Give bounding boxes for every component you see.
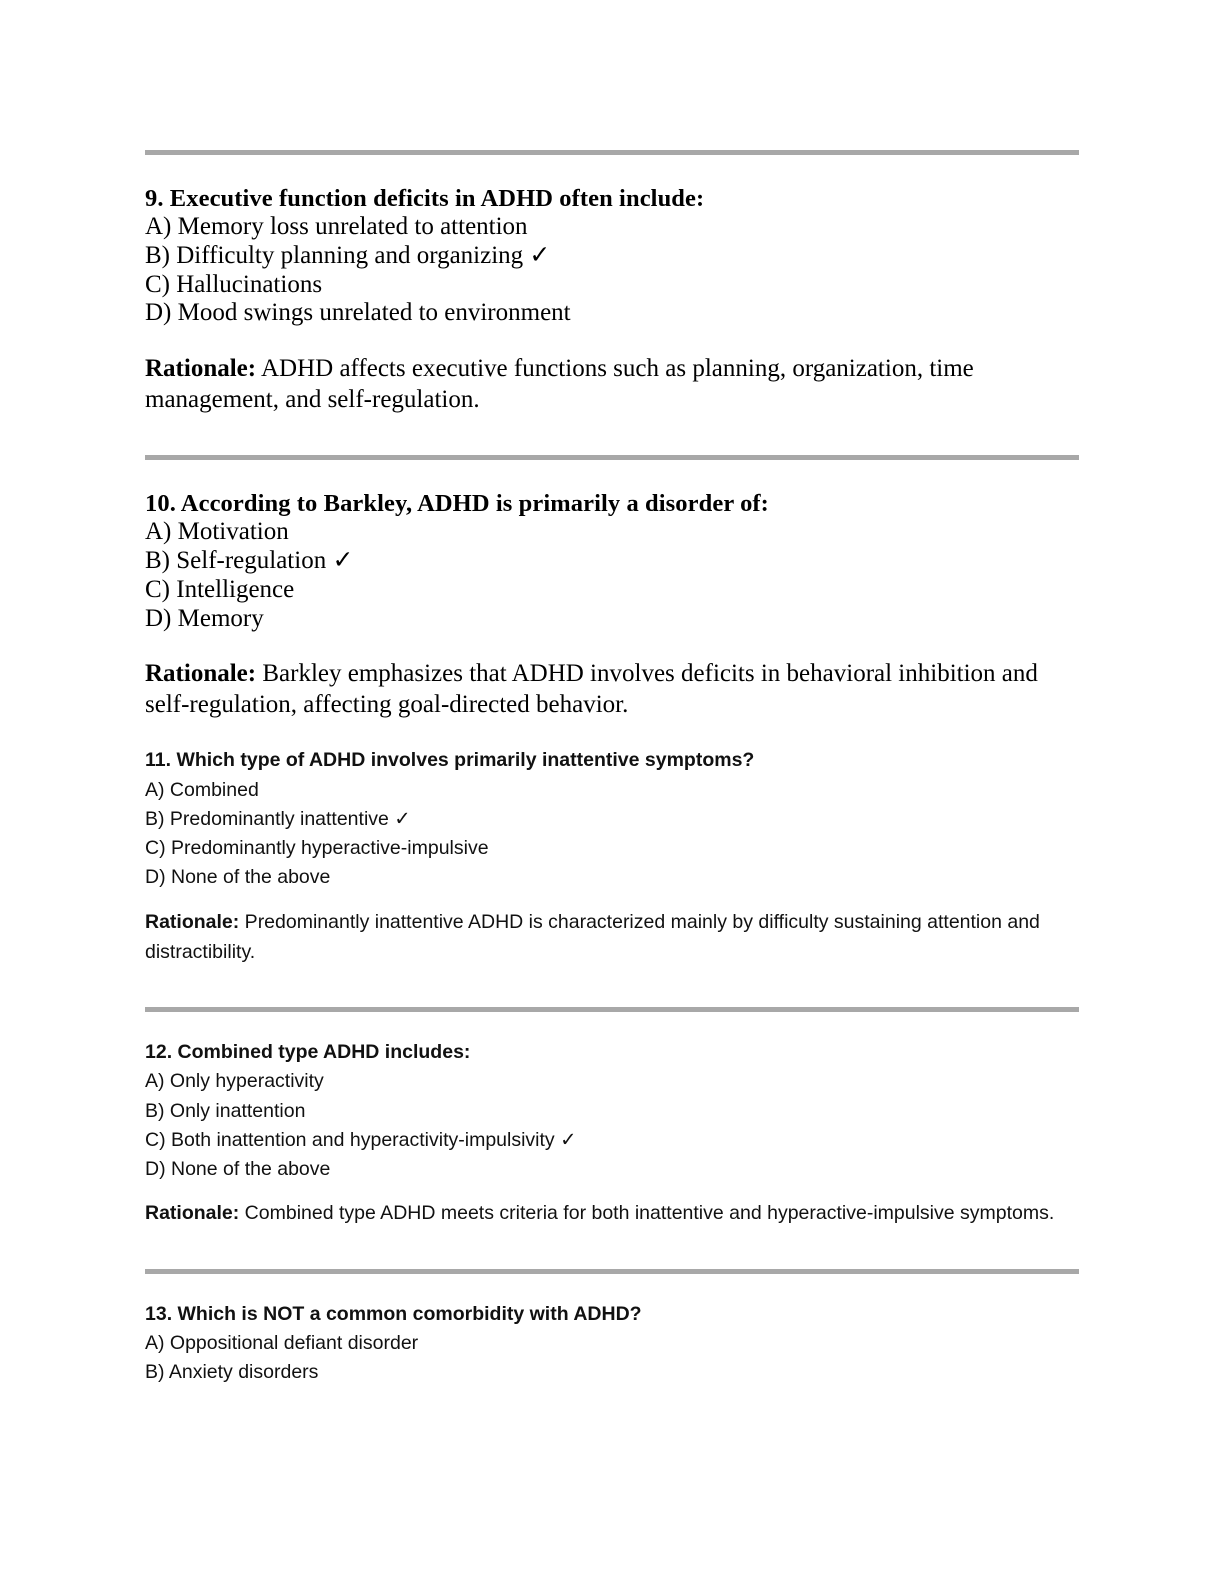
option-row[interactable]: D) None of the above — [145, 1158, 331, 1181]
option-row[interactable]: B) Predominantly inattentive ✓ — [145, 807, 411, 830]
option-row[interactable]: A) Memory loss unrelated to attention — [145, 213, 528, 241]
question-title-9: 9. Executive function deficits in ADHD often include: — [145, 185, 705, 212]
option-row[interactable]: C) Intelligence — [145, 575, 295, 603]
option-row[interactable]: D) Mood swings unrelated to environment — [145, 299, 571, 327]
question-block-13 — [145, 1300, 1079, 1388]
option-row[interactable]: D) None of the above — [145, 866, 331, 889]
option-row[interactable]: C) Both inattention and hyperactivity-impulsivity ✓ — [145, 1128, 577, 1151]
question-title-10: 10. According to Barkley, ADHD is primarily a disorder of: — [145, 490, 769, 518]
option-row[interactable]: B) Only inattention — [145, 1099, 306, 1122]
question-block-9 — [145, 185, 1079, 415]
question-block-11 — [145, 746, 1079, 967]
option-row[interactable]: C) Hallucinations — [145, 270, 323, 298]
spacer — [145, 460, 1079, 490]
option-row[interactable]: A) Oppositional defiant disorder — [145, 1331, 419, 1354]
spacer — [145, 633, 1079, 659]
spacer — [145, 720, 1079, 746]
rationale-9 — [145, 354, 1079, 415]
option-row[interactable]: B) Difficulty planning and organizing ✓ — [145, 241, 551, 269]
rationale-10 — [145, 659, 1079, 720]
rationale-text: Barkley emphasizes that ADHD involves deficits in behavioral inhibition and self-regulation, affecting goal-directed behavior. — [145, 660, 1045, 718]
rationale-text: ADHD affects executive functions such as planning, organization, time management, and self-regulation. — [145, 355, 980, 413]
spacer — [145, 1184, 1079, 1198]
rationale-text: Predominantly inattentive ADHD is characterized mainly by difficulty sustaining attention and distractibility. — [145, 910, 1046, 963]
spacer — [145, 328, 1079, 354]
spacer — [145, 155, 1079, 185]
question-title-12: 12. Combined type ADHD includes: — [145, 1041, 471, 1064]
rationale-text: Combined type ADHD meets criteria for both inattentive and hyperactive-impulsive symptoms. — [239, 1202, 1055, 1225]
question-title-13: 13. Which is NOT a common comorbidity with ADHD? — [145, 1302, 642, 1325]
rationale-label: Rationale: — [145, 355, 257, 383]
spacer — [145, 1229, 1079, 1269]
option-row[interactable]: C) Predominantly hyperactive-impulsive — [145, 837, 489, 860]
question-block-10 — [145, 490, 1079, 720]
spacer — [145, 893, 1079, 907]
spacer — [145, 1274, 1079, 1300]
spacer — [145, 967, 1079, 1007]
option-row[interactable]: D) Memory — [145, 604, 264, 632]
option-row[interactable]: A) Only hyperactivity — [145, 1070, 324, 1093]
rationale-12 — [145, 1198, 1079, 1228]
question-title-11: 11. Which type of ADHD involves primarily inattentive symptoms? — [145, 749, 755, 772]
document-content — [145, 150, 1079, 1387]
rationale-label: Rationale: — [145, 1202, 240, 1225]
option-row[interactable]: B) Anxiety disorders — [145, 1361, 319, 1383]
spacer — [145, 1012, 1079, 1038]
question-block-12 — [145, 1038, 1079, 1228]
rationale-11 — [145, 907, 1079, 967]
option-row[interactable]: A) Motivation — [145, 518, 289, 546]
rationale-label: Rationale: — [145, 660, 257, 688]
spacer — [145, 415, 1079, 455]
option-row[interactable]: A) Combined — [145, 778, 259, 801]
option-row[interactable]: B) Self-regulation ✓ — [145, 547, 354, 575]
rationale-label: Rationale: — [145, 910, 240, 933]
